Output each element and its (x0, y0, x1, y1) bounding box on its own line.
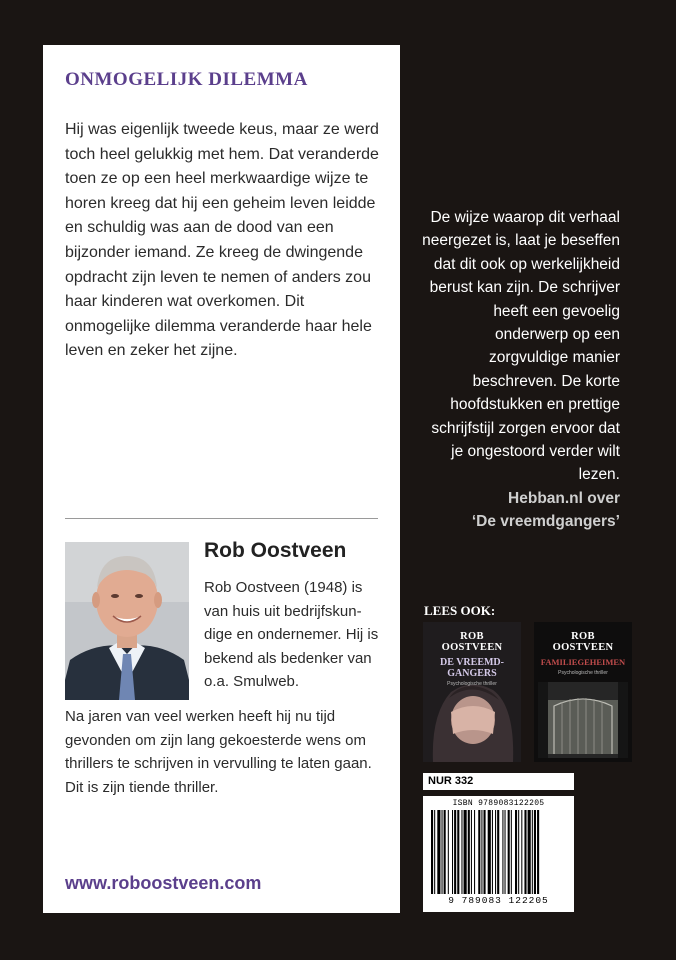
barcode-bar (452, 810, 453, 894)
barcode-bar (497, 810, 499, 894)
book-cover-vreemdgangers (423, 622, 521, 762)
barcode-bar (521, 810, 522, 894)
review-source-line1: Hebban.nl over (508, 489, 620, 507)
review-text: De wijze waarop dit verhaal neergezet is, laat je beseffen dat dit ook op werkelijkheid berust kan zijn. De schrijver heeft een gevoelig onderwerp op een zorgvuldige manier beschreven. De korte hoofdstukken en prettige schrijfstijl zorgen ervoor dat je ongestoord verder wilt lezen. (422, 209, 620, 484)
barcode-bar (515, 810, 517, 894)
book2-author: ROB OOSTVEEN (552, 631, 614, 653)
isbn-barcode (423, 796, 574, 912)
barcode-bar (502, 810, 503, 894)
nur-code: NUR 332 (423, 773, 574, 790)
barcode-bars (431, 810, 566, 894)
author-bio-intro: Rob Oostveen (1948) is van huis uit bedrijfskundige en ondernemer. Hij is bekend als bedenker van o.a. Smulweb. (204, 579, 379, 690)
review-quote (420, 206, 620, 534)
barcode-bar (468, 810, 470, 894)
barcode-bar (492, 810, 493, 894)
book-cover-familiegeheimen (534, 622, 632, 762)
book2-genre: Psychologische thriller (558, 670, 608, 676)
book1-title: DE VREEMD- GANGERS (440, 657, 504, 679)
book1-genre: Psychologische thriller (447, 681, 497, 687)
book-title: ONMOGELIJK DILEMMA (65, 69, 308, 90)
barcode-bar (524, 810, 526, 894)
isbn-label: ISBN 9789083122205 (452, 799, 545, 808)
barcode-bar (437, 810, 440, 894)
barcode-bar (481, 810, 482, 894)
barcode-bar (442, 810, 443, 894)
book1-author: ROB OOSTVEEN (441, 631, 503, 653)
barcode-bar (518, 810, 519, 894)
barcode-bar (484, 810, 486, 894)
barcode-bar (528, 810, 531, 894)
barcode-bar (478, 810, 480, 894)
barcode-bar (508, 810, 510, 894)
barcode-bar (495, 810, 496, 894)
book2-title: FAMILIEGEHEIMEN (540, 657, 626, 667)
lees-ook-heading: LEES OOK: (424, 603, 496, 618)
barcode-bar (474, 810, 475, 894)
author-name: Rob Oostveen (204, 539, 347, 562)
barcode-bar (431, 810, 433, 894)
barcode-bar (448, 810, 449, 894)
barcode-bar (457, 810, 459, 894)
ean-digits: 9 789083 122205 (448, 895, 549, 906)
barcode-bar (488, 810, 491, 894)
review-source-line2: ‘De vreemdgangers’ (471, 513, 620, 531)
divider (65, 518, 378, 519)
author-website-link[interactable]: www.roboostveen.com (65, 873, 262, 893)
barcode-bar (534, 810, 536, 894)
barcode-bar (511, 810, 512, 894)
blurb-text: Hij was eigenlijk tweede keus, maar ze werd toch heel gelukkig met hem. Dat veranderde toen ze op een heel merkwaardige wijze te horen kreeg dat hij een geheim leven leidde en schuldig was aan de dood van een bijzonder iemand. Ze kreeg de dwingende opdracht zijn leven te nemen of anders zou haar kinderen wat overkomen. Dit onmogelijke dilemma veranderde haar hele leven en zeker het zijne. (65, 121, 379, 360)
barcode-bar (454, 810, 456, 894)
barcode-bar (461, 810, 462, 894)
barcode-bar (537, 810, 539, 894)
barcode-bar (444, 810, 446, 894)
back-cover-text-panel (43, 45, 400, 913)
barcode-bar (434, 810, 435, 894)
barcode-bar (505, 810, 506, 894)
author-bio-continued: Na jaren van veel werken heeft hij nu tijd gevonden om zijn lang gekoesterde wens om thrillers te schrijven in vervulling te laten gaan. Dit is zijn tiende thriller. (65, 708, 372, 796)
barcode-bar (464, 810, 467, 894)
barcode-bar (471, 810, 472, 894)
author-photo (65, 542, 189, 700)
barcode-bar (532, 810, 533, 894)
